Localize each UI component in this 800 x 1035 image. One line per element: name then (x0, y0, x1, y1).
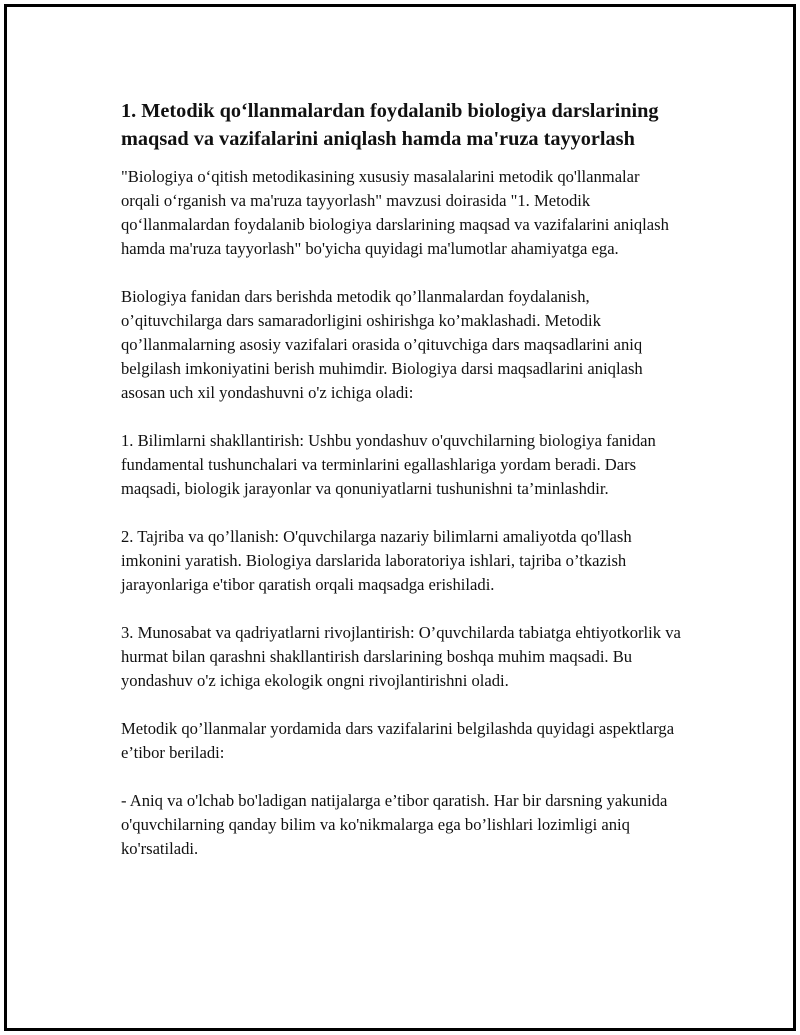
paragraph-approach-knowledge: 1. Bilimlarni shakllantirish: Ushbu yondashuv o'quvchilarning biologiya fanidan fundamental tushunchalari va terminlarini egallashlariga yordam beradi. Dars maqsadi, biologik jarayonlar va qonuniyatlarni tushunishni ta’minlashdir. (121, 431, 656, 498)
page-frame (4, 4, 796, 1031)
paragraph-measurable-results: - Aniq va o'lchab bo'ladigan natijalarga e’tibor qaratish. Har bir darsning yakunida o'quvchilarning qanday bilim va ko'nikmalarga ega bo’lishlari lozimligi aniq ko'rsatiladi. (121, 791, 668, 858)
paragraph-task-aspects: Metodik qo’llanmalar yordamida dars vazifalarini belgilashda quyidagi aspektlarga e’tibor beriladi: (121, 719, 675, 762)
document-title: 1. Metodik qo‘llanmalardan foydalanib biologiya darslarining maqsad va vazifalarini aniqlash hamda ma'ruza tayyorlash (121, 100, 659, 150)
paragraph-approach-values: 3. Munosabat va qadriyatlarni rivojlantirish: O’quvchilarda tabiatga ehtiyotkorlik va hurmat bilan qarashni shakllantirish darslarining boshqa muhim maqsadi. Bu yondashuv o'z ichiga ekologik ongni rivojlantirishni oladi. (121, 623, 681, 690)
paragraph-intro: "Biologiya o‘qitish metodikasining xususiy masalalarini metodik qo'llanmalar orqali o‘rganish va ma'ruza tayyorlash" mavzusi doirasida "1. Metodik qo‘llanmalardan foydalanib biologiya darslarining maqsad va vazifalarini aniqlash hamda ma'ruza tayyorlash" bo'yicha quyidagi ma'lumotlar ahamiyatga ega. (121, 167, 669, 258)
paragraph-methodical-manuals: Biologiya fanidan dars berishda metodik qo’llanmalardan foydalanish, o’qituvchilarga dars samaradorligini oshirishga ko’maklashadi. Metodik qo’llanmalarning asosiy vazifalari orasida o’qituvchiga dars maqsadlarini aniq belgilash imkoniyatini berish muhimdir. Biologiya darsi maqsadlarini aniqlash asosan uch xil yondashuvni o'z ichiga oladi: (121, 287, 643, 402)
document-body (121, 97, 681, 885)
paragraph-approach-practice: 2. Tajriba va qo’llanish: O'quvchilarga nazariy bilimlarni amaliyotda qo'llash imkonini yaratish. Biologiya darslarida laboratoriya ishlari, tajriba o’tkazish jarayonlariga e'tibor qaratish orqali maqsadga erishiladi. (121, 527, 632, 594)
